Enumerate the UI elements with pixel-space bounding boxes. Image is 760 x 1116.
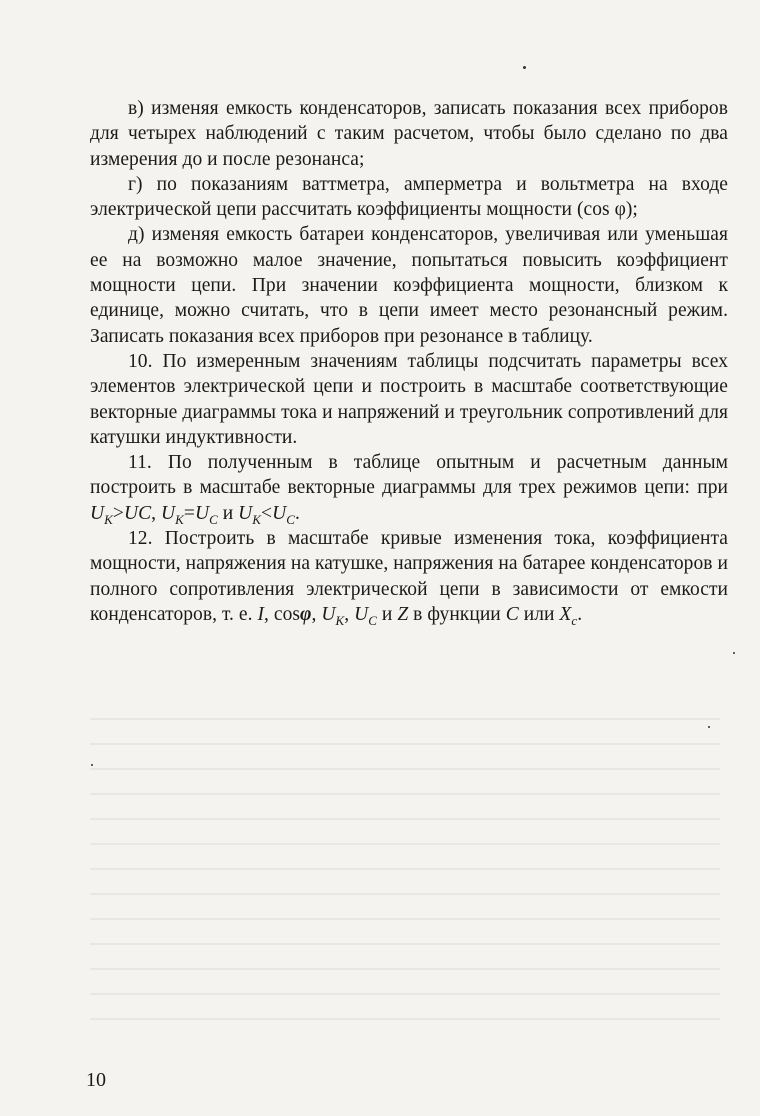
- math-operator: <: [261, 502, 273, 524]
- math-operator: >: [112, 502, 124, 524]
- math-inline-letter: C: [138, 502, 152, 524]
- math-i: I: [257, 603, 265, 625]
- paragraph-d: д) изменяя емкость батареи конденсаторов, увеличивая или уменьшая ее на возможно малое значение, попытаться повысить коэффициент мощности цепи. При значении коэффициента мощности, близком к единице, можно считать, что в цепи имеет место резонансный режим. Записать показания всех приборов при резонансе в таблицу.: [90, 224, 728, 347]
- print-speck: [91, 764, 93, 766]
- math-u: U: [272, 502, 287, 524]
- math-sub: c: [571, 612, 578, 628]
- math-sub: C: [368, 612, 377, 628]
- separator: ,: [264, 603, 274, 625]
- math-c: C: [505, 603, 519, 625]
- math-x: X: [559, 603, 572, 625]
- paragraph-11-prefix: 11. По полученным в таблице опытным и расчетным данным построить в масштабе векторные диаграммы для трех режимов цепи: при: [90, 452, 728, 499]
- suffix: .: [577, 603, 583, 625]
- math-u: U: [238, 502, 253, 524]
- math-u: U: [123, 502, 139, 524]
- math-phi: φ: [300, 603, 312, 625]
- mid-text: в функции: [408, 603, 506, 625]
- paragraph-g: г) по показаниям ваттметра, амперметра и вольтметра на входе электрической цепи рассчитать коэффициенты мощности (cos φ);: [90, 173, 728, 221]
- math-sub: C: [286, 511, 295, 527]
- math-u: U: [194, 502, 210, 524]
- conjunction: или: [518, 603, 560, 625]
- math-sub: C: [209, 511, 218, 527]
- math-u: U: [161, 502, 176, 524]
- math-sub: K: [252, 511, 262, 527]
- math-z: Z: [397, 603, 409, 625]
- paragraph-v: в) изменяя емкость конденсаторов, записать показания всех приборов для четырех наблюдений с таким расчетом, чтобы было сделано по два измерения до и после резонанса;: [90, 98, 728, 170]
- math-u: U: [321, 603, 336, 625]
- separator: ,: [344, 603, 355, 625]
- document-page-body: [90, 96, 728, 627]
- print-speck: [523, 66, 526, 69]
- print-speck: [708, 726, 710, 728]
- math-sub: K: [335, 612, 345, 628]
- math-sub: K: [104, 511, 113, 527]
- paragraph-11: [90, 450, 728, 526]
- math-u: U: [90, 502, 105, 524]
- conjunction: и: [376, 603, 398, 625]
- paragraph-10: 10. По измеренным значениям таблицы подсчитать параметры всех элементов электрической цепи и построить в масштабе соответствующие векторные диаграммы тока и напряжений и треугольник сопротивлений для катушки индуктивности.: [90, 350, 728, 448]
- separator: ,: [151, 502, 161, 524]
- paragraph-12-prefix: 12. Построить в масштабе кривые изменения тока, коэффициента мощности, напряжения на катушке, напряжения на батарее конденсаторов и полного сопротивления электрической цепи в зависимости от емкости конденсаторов, т. е.: [90, 528, 728, 625]
- separator: ,: [311, 603, 322, 625]
- math-cos: cos: [273, 603, 301, 625]
- bleed-through-texture: [90, 700, 720, 1030]
- math-sub: K: [175, 511, 184, 527]
- math-u: U: [354, 603, 369, 625]
- paragraph-12: [90, 526, 728, 627]
- print-speck: [733, 652, 735, 654]
- suffix: .: [294, 502, 300, 524]
- page-number: 10: [86, 1069, 106, 1091]
- conjunction: и: [217, 502, 239, 524]
- math-operator: =: [183, 502, 195, 524]
